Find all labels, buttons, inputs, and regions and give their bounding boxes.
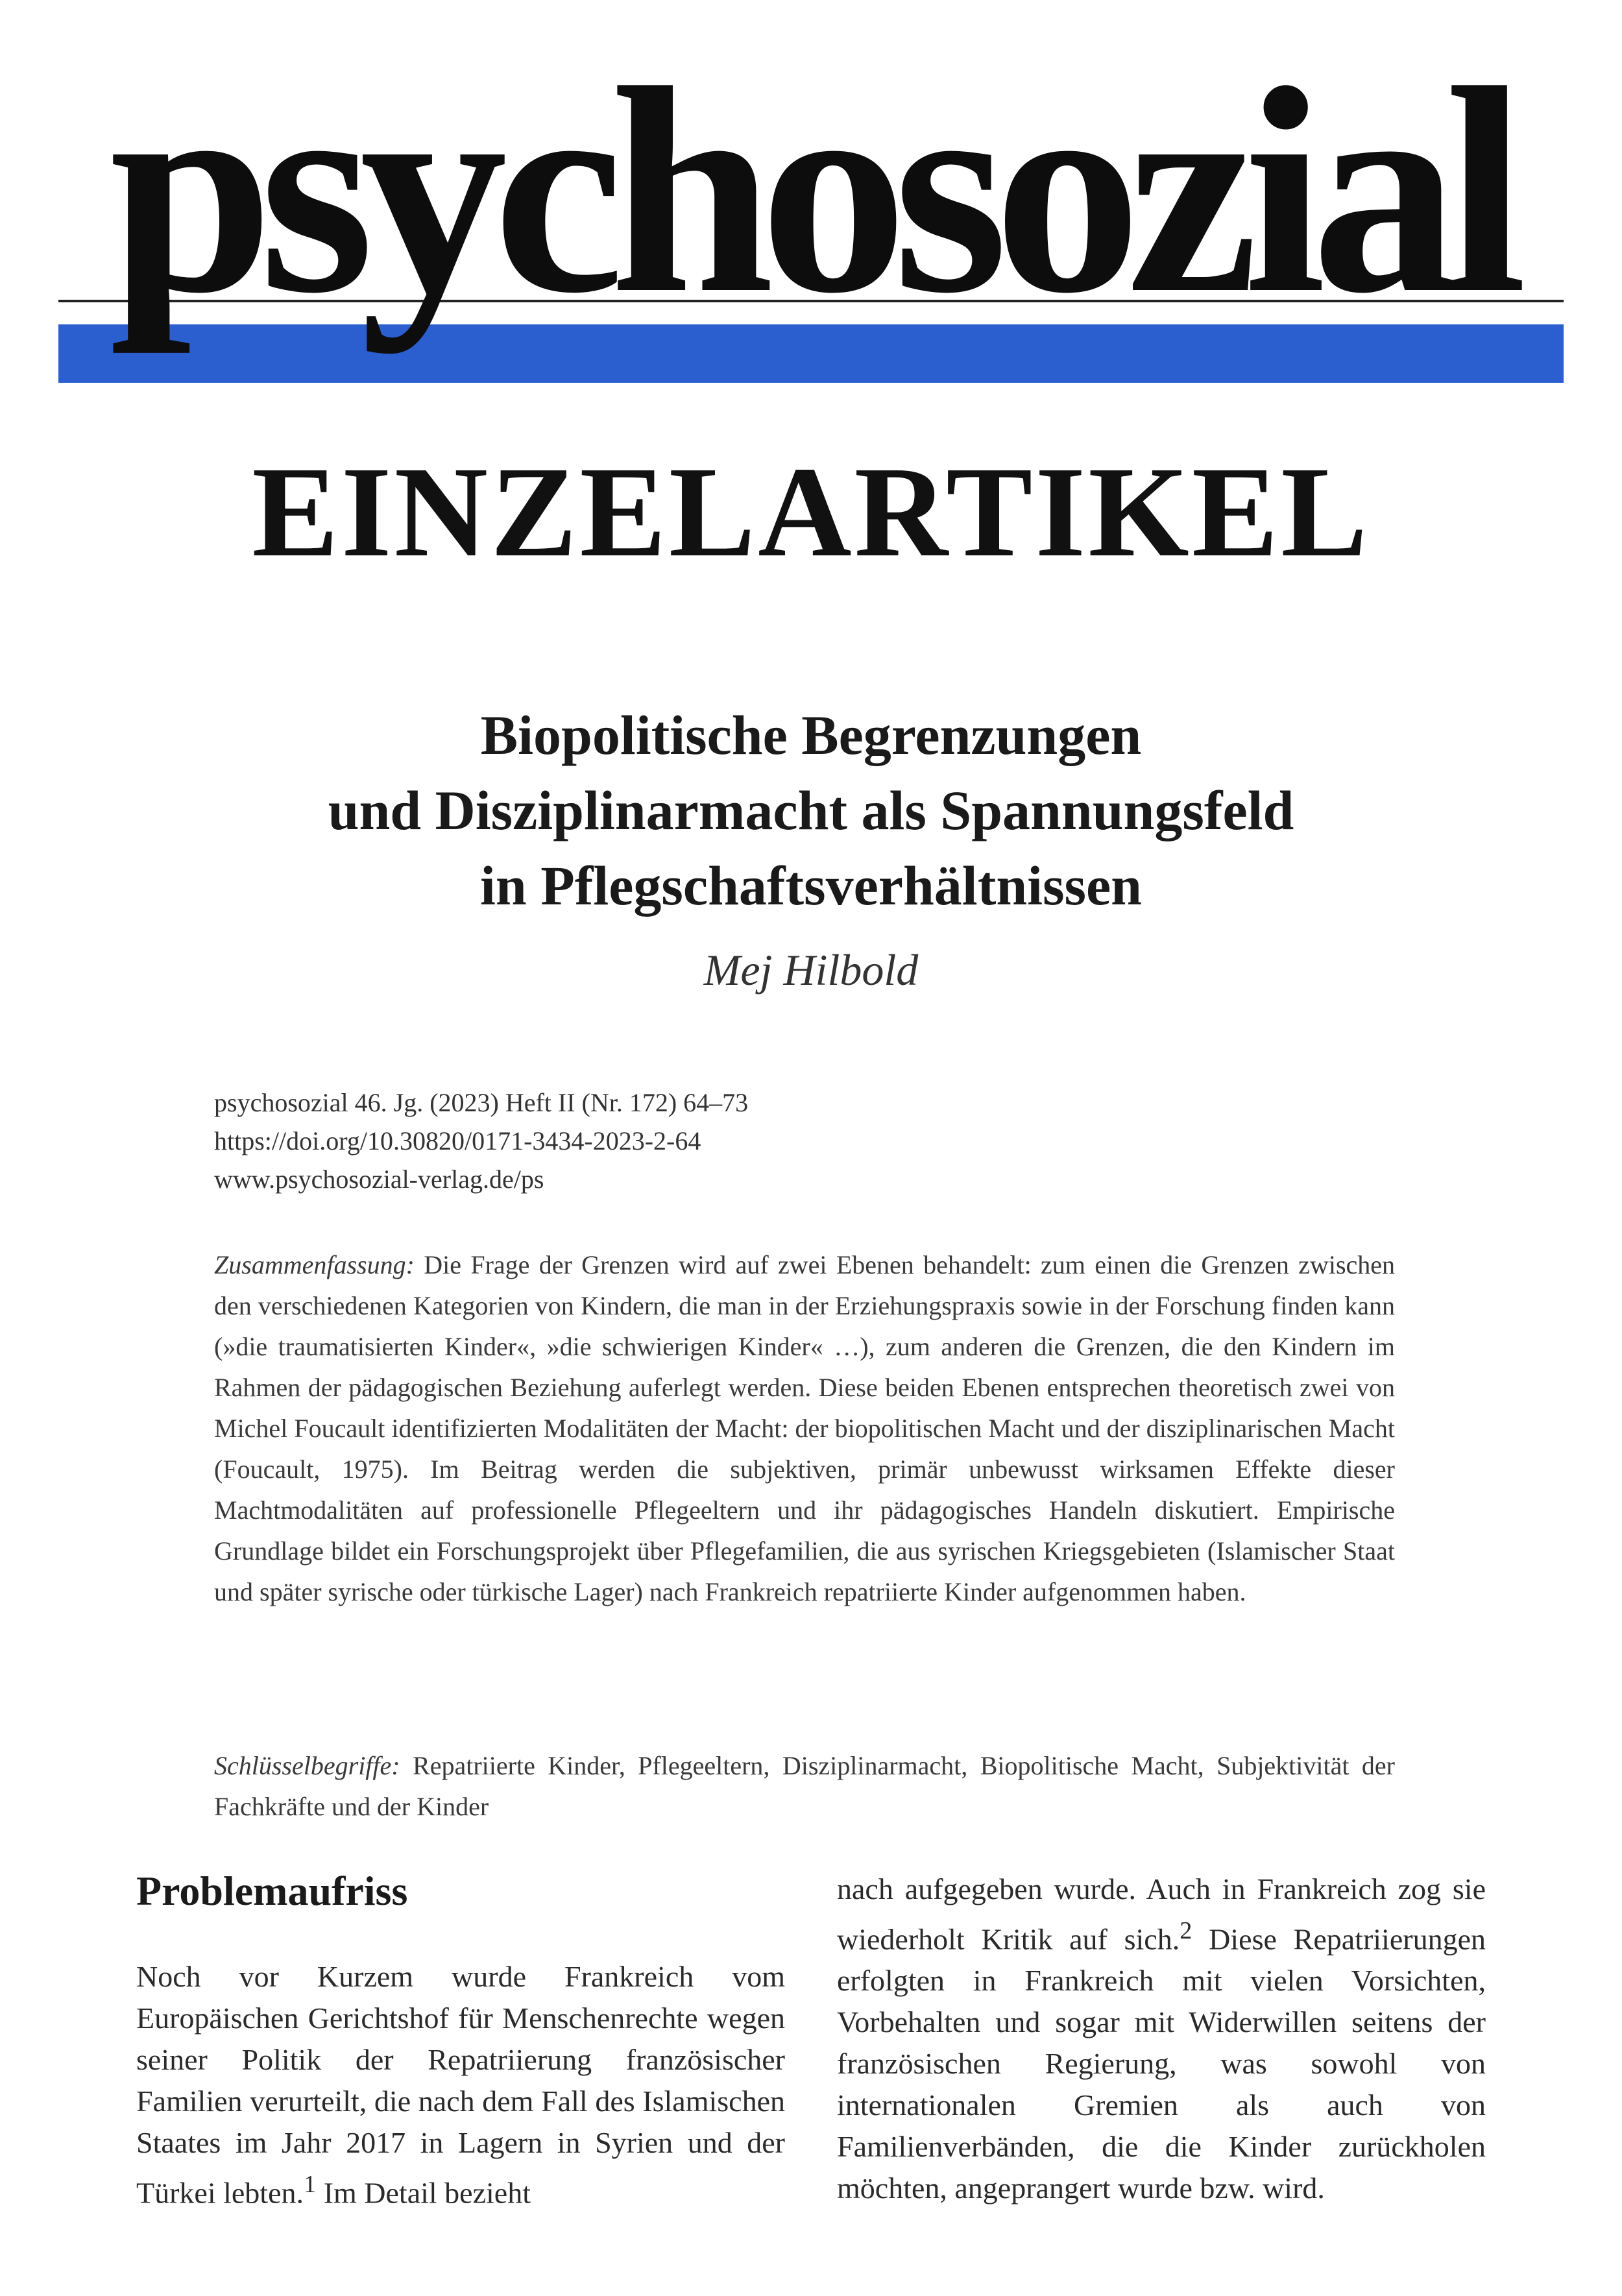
masthead [58,28,1564,376]
doi-link[interactable]: https://doi.org/10.30820/0171-3434-2023-2-64 [214,1126,701,1155]
body-column-right [837,1868,1486,2209]
body-column-left [136,1956,785,2214]
citation-block [214,1083,1317,1198]
article-title-line: und Disziplinarmacht als Spannungsfeld [328,779,1294,841]
author-name: Mej Hilbold [703,945,919,995]
footnote-ref[interactable]: 2 [1180,1917,1192,1944]
keywords [214,1745,1395,1827]
citation-line: psychosozial 46. Jg. (2023) Heft II (Nr. 172) 64–73 [214,1088,749,1117]
abstract-text: Die Frage der Grenzen wird auf zwei Ebenen behandelt: zum einen die Grenzen zwischen den verschiedenen Kategorien von Kindern, die man in der Erziehungspraxis sowie in der Forschung finden kann (»die traumatisierten Kinder«, »die schwierigen Kinder« …), zum anderen die Grenzen, die den Kindern im Rahmen der pädagogischen Beziehung auferlegt werden. Diese beiden Ebenen entsprechen theoretisch zwei von Michel Foucault identifizierten Modalitäten der Macht: der biopolitischen Macht und der disziplinarischen Macht (Foucault, 1975). Im Beitrag werden die subjektiven, primär unbewusst wirksamen Effekte dieser Machtmodalitäten auf professionelle Pflegeeltern und ihr pädagogisches Handeln diskutiert. Empirische Grundlage bildet ein Forschungsprojekt über Pflegefamilien, die aus syrischen Kriegsgebieten (Islamischer Staat und später syrische oder türkische Lager) nach Frankreich repatriierte Kinder aufgenommen haben. [214,1250,1396,1606]
section-heading: Problemaufriss [136,1868,408,1914]
publisher-link[interactable]: www.psychosozial-verlag.de/ps [214,1165,544,1194]
journal-title: psychosozial [109,28,1513,354]
body-text: Im Detail bezieht [316,2176,531,2210]
abstract [214,1244,1395,1612]
article-title-line: in Pflegschaftsverhältnissen [479,854,1143,917]
body-text: Diese Repatriierungen erfolgten in Frankreich mit vielen Vorsichten, Vorbehalten und sogar mit Widerwillen seitens der französischen Regierung, was sowohl von internationalen Gremien als auch von Familienverbänden, die die Kinder zurückholen möchten, angeprangert wurde bzw. wird. [837,1922,1486,2205]
keywords-label: Schlüsselbegriffe: [214,1751,400,1780]
article-type-banner: EINZELARTIKEL [252,441,1370,584]
article-title [130,697,1492,923]
abstract-label: Zusammenfassung: [214,1250,415,1279]
body-text: nach aufgegeben wurde. Auch in Frankreich zog sie wiederholt Kritik auf sich. [837,1872,1486,1956]
article-title-line: Biopolitische Begrenzungen [480,704,1142,766]
footnote-ref[interactable]: 1 [304,2171,317,2198]
body-text: Noch vor Kurzem wurde Frankreich vom Europäischen Gerichtshof für Menschenrechte wegen seiner Politik der Repatriierung französischer Familien verurteilt, die nach dem Fall des Islamischen Staates im Jahr 2017 in Lagern in Syrien und der Türkei lebten. [136,1960,785,2210]
keywords-text: Repatriierte Kinder, Pflegeeltern, Disziplinarmacht, Biopolitische Macht, Subjektivität der Fachkräfte und der Kinder [214,1751,1396,1821]
